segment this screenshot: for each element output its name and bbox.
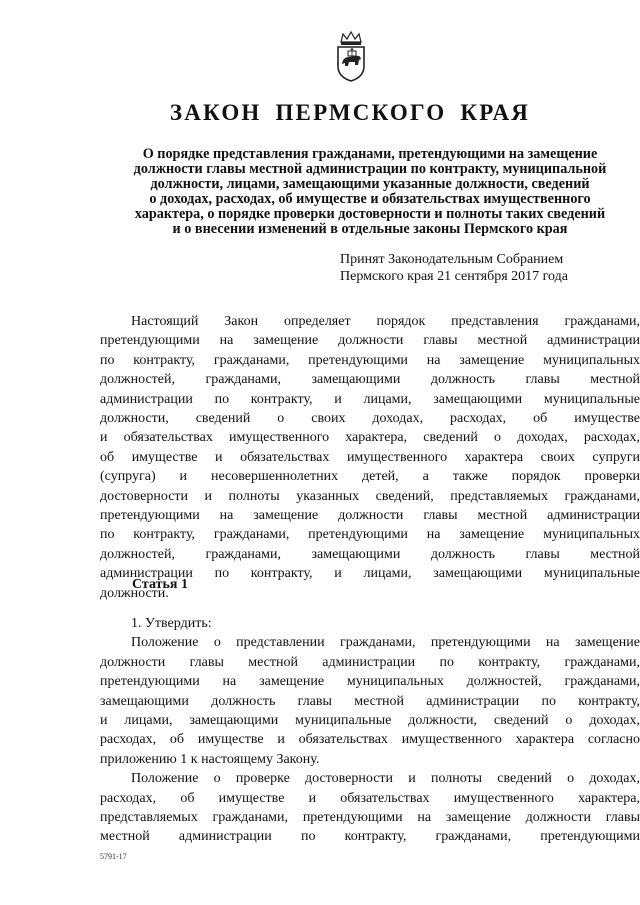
- text-line: должности.: [100, 585, 169, 601]
- document-number: 5791-17: [100, 852, 127, 861]
- law-subtitle: [100, 147, 640, 237]
- text-line: расходах, об имуществе и обязательствах имущественного характера,: [100, 790, 640, 806]
- text-line: замещающими должность главы местной администрации по контракту,: [100, 693, 640, 709]
- subtitle-line: характера, о порядке проверки достоверности и полноты таких сведений: [134, 206, 606, 222]
- text-line: администрации по контракту, и лицами, замещающими муниципальные: [100, 566, 640, 582]
- text-line: приложению 1 к настоящему Закону.: [100, 751, 320, 767]
- text-line: Положение о проверке достоверности и полноты сведений о доходах,: [131, 771, 640, 787]
- text-line: должностей, гражданами, замещающими должность главы местной: [100, 546, 640, 562]
- adoption-line: Принят Законодательным Собранием: [340, 252, 564, 267]
- text-line: представляемых гражданами, претендующими на замещение должности главы: [100, 810, 640, 826]
- text-line: (супруга) и несовершеннолетних детей, а также порядок проверки: [100, 469, 640, 485]
- subtitle-line: и о внесении изменений в отдельные законы Пермского края: [172, 221, 568, 237]
- text-line: об имуществе и обязательствах имущественного характера своих супруги: [100, 449, 640, 465]
- text-line: Положение о представлении гражданами, претендующими на замещение: [131, 635, 640, 651]
- text-line: претендующими на замещение муниципальных должностей, гражданами,: [100, 674, 640, 690]
- text-line: расходах, об имуществе и обязательствах имущественного характера согласно: [100, 732, 640, 748]
- text-line: должности, сведений о своих доходах, расходах, об имуществе: [100, 411, 640, 427]
- text-line: местной администрации по контракту, гражданами, претендующими: [100, 829, 640, 845]
- subtitle-line: О порядке представления гражданами, претендующими на замещение: [142, 146, 598, 162]
- text-line: Настоящий Закон определяет порядок представления гражданами,: [131, 314, 640, 329]
- text-line: претендующими на замещение должности главы местной администрации: [100, 333, 640, 349]
- text-line: 1. Утвердить:: [131, 616, 212, 631]
- adoption-note: [340, 251, 640, 285]
- coat-of-arms-icon: [333, 30, 369, 82]
- article-1-body: [100, 614, 640, 847]
- text-line: по контракту, гражданами, претендующими на замещение муниципальных: [100, 527, 640, 543]
- text-line: достоверности и полноты указанных сведений, представляемых гражданами,: [100, 488, 640, 504]
- text-line: должностей, гражданами, замещающими должность главы местной: [100, 372, 640, 388]
- text-line: претендующими на замещение должности главы местной администрации: [100, 508, 640, 524]
- subtitle-line: о доходах, расходах, об имуществе и обязательствах имущественного: [149, 191, 591, 207]
- subtitle-line: должности главы местной администрации по контракту, муниципальной: [133, 161, 607, 177]
- text-line: по контракту, гражданами, претендующими на замещение муниципальных: [100, 352, 640, 368]
- text-line: администрации по контракту, и лицами, замещающими муниципальные: [100, 391, 640, 407]
- preamble-paragraph: [100, 312, 640, 603]
- text-line: должности главы местной администрации по контракту, гражданами,: [100, 654, 640, 670]
- adoption-line: Пермского края 21 сентября 2017 года: [340, 269, 568, 284]
- article-heading: Статья 1: [132, 577, 188, 592]
- subtitle-line: должности, лицами, замещающими указанные должности, сведений: [150, 176, 590, 192]
- text-line: и обязательствах имущественного характера, сведений о доходах, расходах,: [100, 430, 640, 446]
- text-line: и лицами, замещающими муниципальные должности, сведений о доходах,: [100, 713, 640, 729]
- law-title: ЗАКОН ПЕРМСКОГО КРАЯ: [169, 100, 531, 125]
